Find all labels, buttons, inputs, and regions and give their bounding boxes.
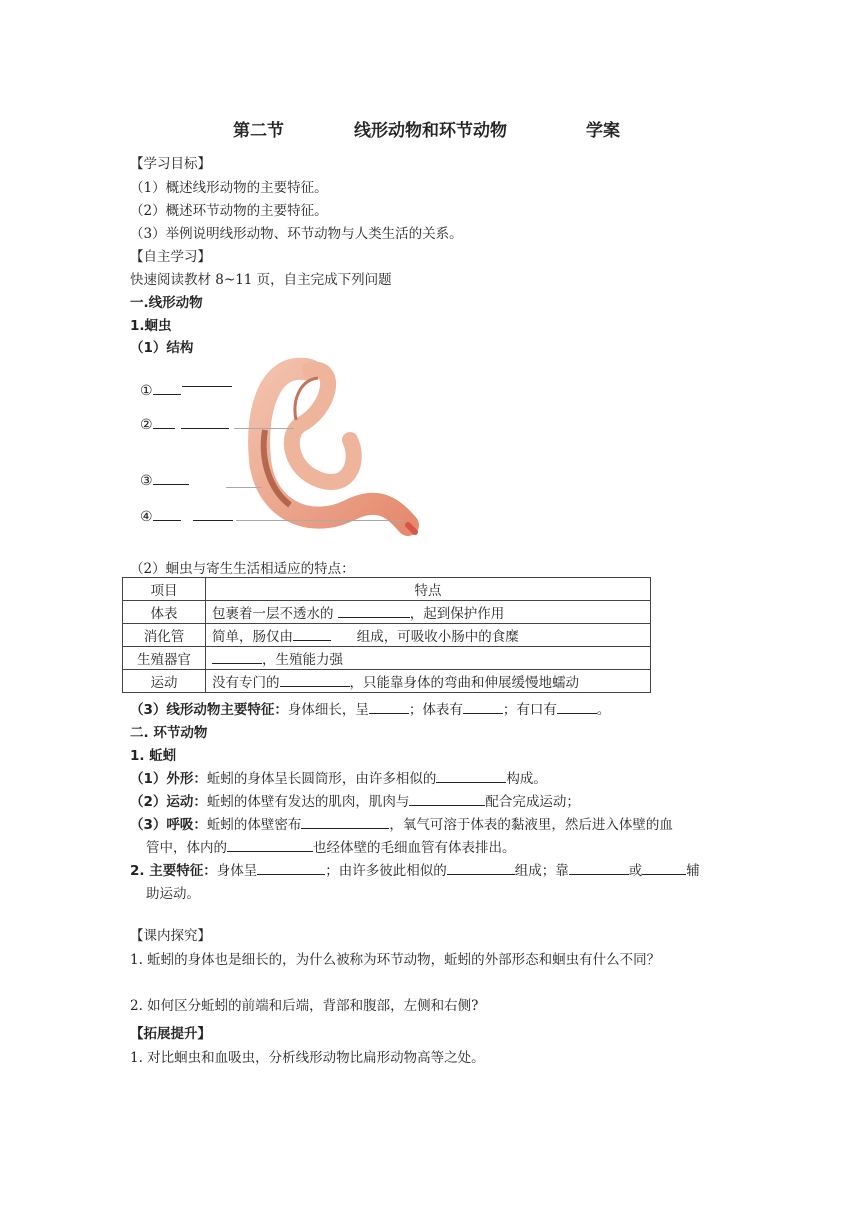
goals-header: 【学习目标】 — [130, 156, 211, 172]
table-cell: 体表 — [123, 601, 206, 624]
pointer-line — [234, 428, 294, 429]
structure-label-3: ③ — [140, 472, 189, 489]
section-annelids: 二. 环节动物 — [130, 725, 208, 741]
extension-header: 【拓展提升】 — [130, 1026, 211, 1042]
table-row — [123, 670, 651, 693]
table-cell: 生殖器官 — [123, 647, 206, 670]
earthworm-shape: （1）外形：蚯蚓的身体呈长圆筒形，由许多相似的 构成。 — [130, 767, 547, 787]
inquiry-header: 【课内探究】 — [130, 928, 211, 944]
title-type: 学案 — [586, 121, 620, 141]
structure-label: （1）结构 — [130, 340, 194, 356]
section-nematodes: 一.线形动物 — [130, 295, 203, 311]
structure-label-2: ② — [140, 416, 229, 433]
structure-label-1: ① — [140, 382, 181, 399]
self-study-intro: 快速阅读教材 8~11 页，自主完成下列问题 — [130, 272, 392, 288]
table-header: 项目 — [123, 578, 206, 601]
goal-item: （3）举例说明线形动物、环节动物与人类生活的关系。 — [130, 226, 463, 242]
annelid-features-cont: 助运动。 — [146, 886, 200, 902]
table-cell: 消化管 — [123, 624, 206, 647]
title-section: 第二节 — [233, 121, 284, 141]
table-row — [123, 601, 651, 624]
adaptation-table — [122, 577, 651, 693]
table-row — [123, 624, 651, 647]
structure-label-4: ④ — [140, 508, 233, 525]
table-cell: ，生殖能力强 — [206, 647, 651, 670]
table-cell: 简单，肠仅由 组成，可吸收小肠中的食糜 — [206, 624, 651, 647]
earthworm-respiration: （3）呼吸：蚯蚓的体壁密布 ，氧气可溶于体表的黏液里，然后进入体壁的血 — [130, 813, 673, 833]
blank-line — [182, 372, 232, 387]
annelid-features: 2. 主要特征：身体呈 ；由许多彼此相似的 组成；靠 或 辅 — [130, 859, 700, 879]
extension-question: 1. 对比蛔虫和血吸虫，分析线形动物比扁形动物高等之处。 — [130, 1050, 485, 1066]
title-topic: 线形动物和环节动物 — [354, 121, 507, 141]
inquiry-question: 1. 蚯蚓的身体也是细长的，为什么被称为环节动物，蚯蚓的外部形态和蛔虫有什么不同？ — [130, 952, 661, 968]
subsection-earthworm: 1. 蚯蚓 — [130, 748, 177, 764]
goal-item: （2）概述环节动物的主要特征。 — [130, 203, 328, 219]
subsection-roundworm: 1.蛔虫 — [130, 318, 172, 334]
pointer-line — [236, 520, 404, 521]
pointer-line — [226, 487, 262, 488]
earthworm-respiration-cont: 管中，体内的 也经体壁的毛细血管有体表排出。 — [146, 836, 516, 856]
self-study-header: 【自主学习】 — [130, 249, 211, 265]
earthworm-movement: （2）运动：蚯蚓的体壁有发达的肌肉，肌肉与 配合完成运动； — [130, 790, 580, 810]
adaptation-heading: （2）蛔虫与寄生生活相适应的特点： — [130, 561, 355, 577]
roundworm-image — [230, 350, 420, 540]
table-cell: 没有专门的 ，只能靠身体的弯曲和伸展缓慢地蠕动 — [206, 670, 651, 693]
goal-item: （1）概述线形动物的主要特征。 — [130, 180, 328, 196]
nematode-features: （3）线形动物主要特征：身体细长，呈 ；体表有 ；有口有 。 — [130, 698, 610, 718]
table-cell: 包裹着一层不透水的 ，起到保护作用 — [206, 601, 651, 624]
table-cell: 运动 — [123, 670, 206, 693]
table-header: 特点 — [206, 578, 651, 601]
table-header-row — [123, 578, 651, 601]
inquiry-question: 2. 如何区分蚯蚓的前端和后端，背部和腹部，左侧和右侧? — [130, 998, 479, 1014]
table-row — [123, 647, 651, 670]
